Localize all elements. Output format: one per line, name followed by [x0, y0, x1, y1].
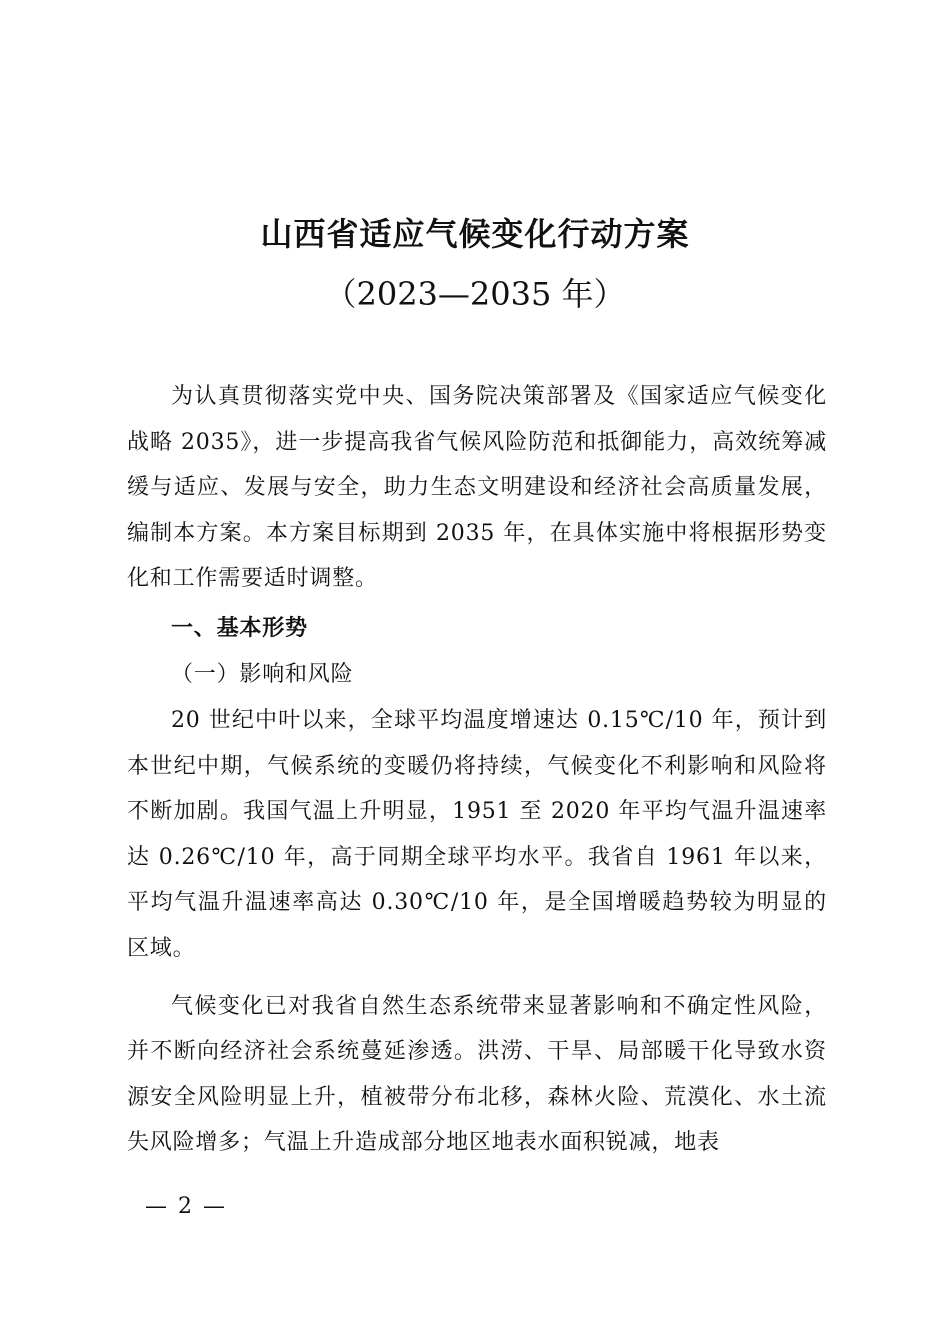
section-heading: 一、基本形势 — [171, 615, 308, 641]
body-paragraph: 20 世纪中叶以来，全球平均温度增速达 0.15℃/10 年，预计到本世纪中期，气候系统的变暖仍将持续，气候变化不利影响和风险将不断加剧。我国气温上升明显，1951 至 2020 年平均气温升温速率达 0.26℃/10 年，高于同期全球平均水平。我省自 1961 年以来，平均气温升温速率高达 0.30℃/10 年，是全国增暖趋势较为明显的区域。 — [127, 707, 827, 961]
document-body — [127, 374, 827, 1166]
subsection-heading: （一）影响和风险 — [171, 661, 354, 687]
intro-paragraph: 为认真贯彻落实党中央、国务院决策部署及《国家适应气候变化战略 2035》，进一步提高我省气候风险防范和抵御能力，高效统筹减缓与适应、发展与安全，助力生态文明建设和经济社会高质量发展，编制本方案。本方案目标期到 2035 年，在具体实施中将根据形势变化和工作需要适时调整。 — [127, 384, 827, 592]
body-paragraph: 气候变化已对我省自然生态系统带来显著影响和不确定性风险，并不断向经济社会系统蔓延渗透。洪涝、干旱、局部暖干化导致水资源安全风险明显上升，植被带分布北移，森林火险、荒漠化、水土流失风险增多；气温上升造成部分地区地表水面积锐减，地表 — [127, 993, 827, 1156]
document-subtitle: （2023—2035 年） — [324, 275, 626, 313]
page-number: — 2 — — [145, 1194, 227, 1219]
document-title: 山西省适应气候变化行动方案 — [260, 215, 690, 253]
paragraph-gap — [127, 972, 827, 984]
